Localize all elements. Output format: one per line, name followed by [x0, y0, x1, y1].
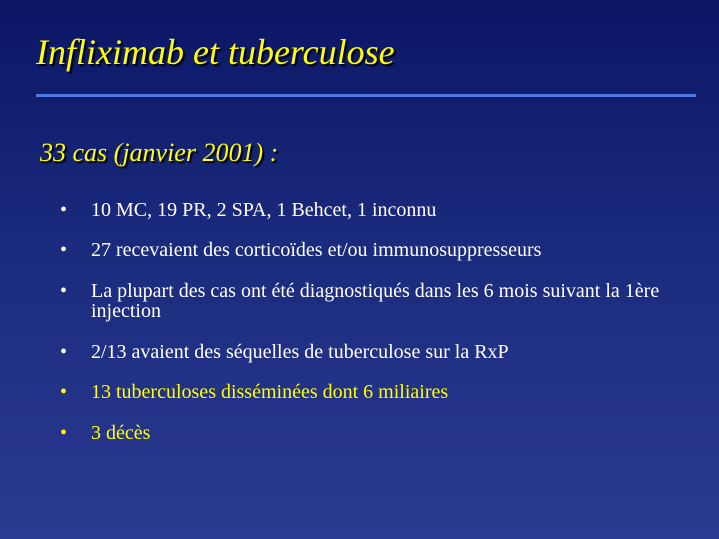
bullet-item: [60, 200, 700, 220]
slide-subtitle: 33 cas (janvier 2001) :: [40, 138, 279, 167]
bullet-text: 3 décès: [91, 422, 151, 444]
bullet-dot-icon: •: [60, 381, 68, 403]
title-divider: [36, 94, 696, 97]
bullet-dot-icon: •: [60, 341, 68, 363]
bullet-text: 13 tuberculoses disséminées dont 6 miliaires: [91, 381, 449, 403]
bullet-dot-icon: •: [60, 199, 68, 221]
bullet-text: 2/13 avaient des séquelles de tuberculose sur la RxP: [91, 341, 509, 363]
bullet-item: [60, 342, 700, 362]
bullet-dot-icon: •: [60, 239, 68, 261]
bullet-list: [60, 200, 700, 443]
bullet-text: La plupart des cas ont été diagnostiqués dans les 6 mois suivant la 1ère injection: [91, 280, 660, 322]
bullet-text: 27 recevaient des corticoïdes et/ou immunosuppresseurs: [91, 239, 542, 261]
slide-title: Infliximab et tuberculose: [36, 32, 395, 72]
bullet-dot-icon: •: [60, 280, 68, 302]
bullet-item: [60, 423, 700, 443]
bullet-item: [60, 240, 700, 260]
bullet-text: 10 MC, 19 PR, 2 SPA, 1 Behcet, 1 inconnu: [91, 199, 437, 221]
bullet-item: [60, 382, 700, 402]
bullet-item: [60, 281, 700, 321]
bullet-dot-icon: •: [60, 422, 68, 444]
